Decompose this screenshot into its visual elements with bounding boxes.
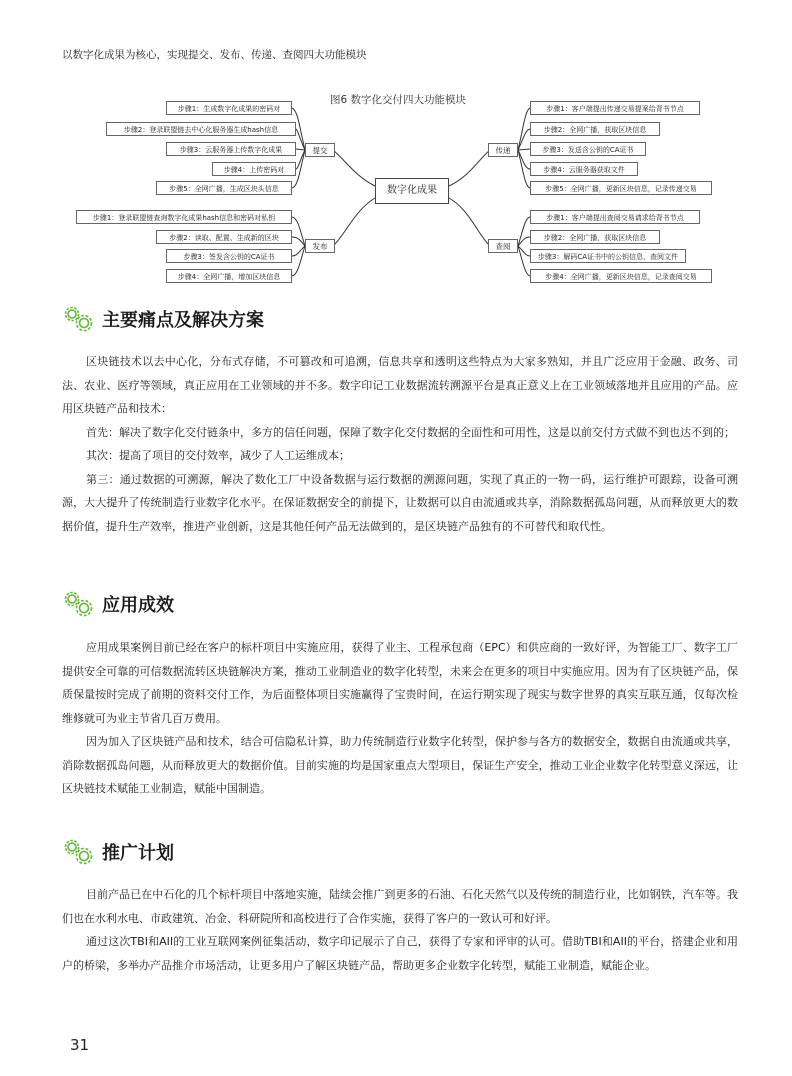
intro-line: 以数字化成果为核心，实现提交、发布、传递、查阅四大功能模块 xyxy=(62,49,367,61)
branch-transfer: 传递 xyxy=(488,143,518,157)
transfer-step-1: 步骤1：客户端提出传递交易提案给背书节点 xyxy=(530,101,700,115)
paragraph: 首先：解决了数字化交付链条中，多方的信任问题，保障了数字化交付数据的全面性和可用性，这是以前交付方式做不到也达不到的； xyxy=(86,425,735,439)
gears-icon xyxy=(62,838,96,866)
gears-icon xyxy=(62,305,96,333)
section-title-promotion xyxy=(62,838,174,866)
transfer-step-2: 步骤2：全网广播，获取区块信息 xyxy=(530,122,660,136)
paragraph: 其次：提高了项目的交付效率，减少了人工运维成本； xyxy=(86,449,350,462)
section-body-promotion xyxy=(62,883,738,977)
paragraph: 因为加入了区块链产品和技术，结合可信隐私计算，助力传统制造行业数字化转型，保护参与各方的数据安全，数据自由流通或共享，消除数据孤岛问题，从而释放更大的数据价值。目前实施的均是国家重点大型项目，保证生产安全，推动工业企业数字化转型意义深远，让区块链技术赋能工业制造，赋能中国制造。 xyxy=(62,735,738,795)
query-step-4: 步骤4：全网广播，更新区块信息，记录查阅交易 xyxy=(530,269,712,283)
branch-publish: 发布 xyxy=(305,239,335,253)
paragraph: 目前产品已在中石化的几个标杆项目中落地实施，陆续会推广到更多的石油、石化天然气以及传统的制造行业，比如钢铁，汽车等。我们也在水利水电、市政建筑、冶金、科研院所和高校进行了合作实施，获得了客户的一致认可和好评。 xyxy=(62,888,738,925)
publish-step-4: 步骤4：全网广播，增加区块信息 xyxy=(166,269,292,283)
gears-icon xyxy=(62,590,96,618)
section-title-results xyxy=(62,590,174,618)
submit-step-3: 步骤3：云服务器上传数字化成果 xyxy=(166,142,296,156)
paragraph: 区块链技术以去中心化，分布式存储，不可篡改和可追溯，信息共享和透明这些特点为大家多熟知，并且广泛应用于金融、政务、司法、农业、医疗等领域，真正应用在工业领域的并不多。数字印记工业数据流转溯源平台是真正意义上在工业领域落地并且应用的产品。应用区块链产品和技术： xyxy=(62,355,738,415)
section-title-text: 推广计划 xyxy=(102,843,174,864)
submit-step-1: 步骤1：生成数字化成果的密码对 xyxy=(166,101,292,115)
section-body-pain-points xyxy=(62,350,738,538)
mindmap-center-node: 数字化成果 xyxy=(375,178,449,204)
section-title-pain-points xyxy=(62,305,264,333)
transfer-step-5: 步骤5：全网广播，更新区块信息，记录传递交易 xyxy=(530,181,712,195)
paragraph: 通过这次TBI和AII的工业互联网案例征集活动，数字印记展示了自己，获得了专家和评审的认可。借助TBI和AII的平台，搭建企业和用户的桥梁，多举办产品推介市场活动，让更多用户了解区块链产品，帮助更多企业数字化转型，赋能工业制造，赋能企业。 xyxy=(62,935,738,972)
query-step-1: 步骤1：客户端提出查阅交易请求给背书节点 xyxy=(530,210,700,224)
page-number: 31 xyxy=(70,1036,90,1054)
transfer-step-3: 步骤3：发送含公钥的CA证书 xyxy=(530,142,646,156)
section-title-text: 主要痛点及解决方案 xyxy=(102,310,264,331)
submit-step-5: 步骤5：全网广播，生成区块头信息 xyxy=(156,181,292,195)
section-body-results xyxy=(62,636,738,801)
paragraph: 应用成果案例目前已经在客户的标杆项目中实施应用，获得了业主、工程承包商（EPC）和供应商的一致好评，为智能工厂、数字工厂提供安全可靠的可信数据流转区块链解决方案，推动工业制造业的数字化转型，未来会在更多的项目中实施应用。因为有了区块链产品，保质保量按时完成了前期的资料交付工作，为后面整体项目实施赢得了宝贵时间，在运行期实现了现实与数字世界的真实互联互通，仅每次检维修就可为业主节省几百万费用。 xyxy=(62,641,738,725)
publish-step-1: 步骤1：登录联盟链查询数字化成果hash信息和密码对私钥 xyxy=(76,210,292,224)
publish-step-3: 步骤3：签发含公钥的CA证书 xyxy=(166,249,292,263)
transfer-step-4: 步骤4：云服务器获取文件 xyxy=(530,162,638,176)
paragraph: 第三：通过数据的可溯源，解决了数化工厂中设备数据与运行数据的溯源问题，实现了真正的一物一码，运行维护可跟踪，设备可溯源，大大提升了传统制造行业数字化水平。在保证数据安全的前提下，让数据可以自由流通或共享，消除数据孤岛问题，从而释放更大的数据价值，提升生产效率，推进产业创新，这是其他任何产品无法做到的，是区块链产品独有的不可替代和取代性。 xyxy=(62,472,738,533)
publish-step-2: 步骤2：读取、配置、生成新的区块 xyxy=(156,230,292,244)
branch-query: 查阅 xyxy=(488,239,518,253)
branch-submit: 提交 xyxy=(305,143,335,157)
submit-step-2: 步骤2：登录联盟链去中心化服务器生成hash信息 xyxy=(106,122,296,136)
section-title-text: 应用成效 xyxy=(102,595,174,616)
submit-step-4: 步骤4：上传密码对 xyxy=(212,162,296,176)
query-step-2: 步骤2：全网广播，获取区块信息 xyxy=(530,230,660,244)
figure-title: 图6 数字化交付四大功能模块 xyxy=(330,94,467,106)
query-step-3: 步骤3：解码CA证书中的公钥信息，查阅文件 xyxy=(530,249,686,263)
